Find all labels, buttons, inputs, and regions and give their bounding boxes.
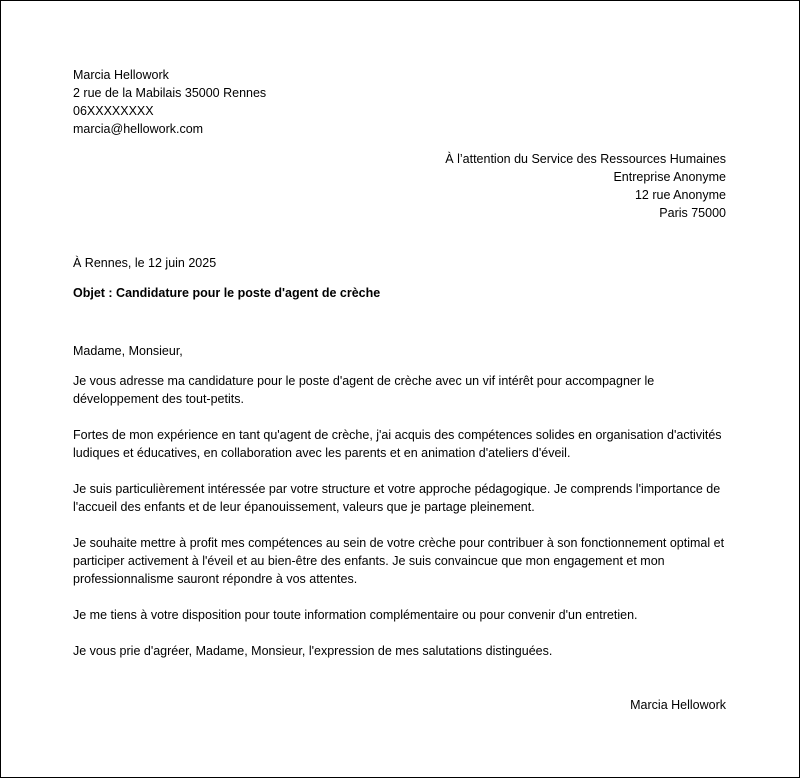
salutation: Madame, Monsieur, bbox=[73, 344, 183, 358]
recipient-attention: À l’attention du Service des Ressources Humaines bbox=[445, 152, 726, 166]
signature: Marcia Hellowork bbox=[630, 698, 726, 712]
body-paragraph: Je souhaite mettre à profit mes compétences au sein de votre crèche pour contribuer à son fonctionnement optimal et participer activement à l'éveil et au bien-être des enfants. Je suis convaincue que mon engagement et mon professionnalisme sauront répondre à vos attentes. bbox=[73, 536, 725, 586]
closing-formula: Je vous prie d'agréer, Madame, Monsieur, l'expression de mes salutations distinguées. bbox=[73, 644, 553, 658]
body-paragraph: Je suis particulièrement intéressée par votre structure et votre approche pédagogique. Je comprends l'importance de l'accueil des enfants et de leur épanouissement, valeurs que je partage pleinement. bbox=[73, 482, 721, 514]
body-paragraph: Je me tiens à votre disposition pour toute information complémentaire ou pour convenir d'un entretien. bbox=[73, 608, 638, 622]
sender-address: 2 rue de la Mabilais 35000 Rennes bbox=[73, 86, 267, 100]
recipient-street: 12 rue Anonyme bbox=[634, 188, 726, 202]
date-line: À Rennes, le 12 juin 2025 bbox=[73, 256, 217, 270]
body-paragraph: Fortes de mon expérience en tant qu'agent de crèche, j'ai acquis des compétences solides en organisation d'activités ludiques et éducatives, en collaboration avec les parents et en animation d'ateliers d'éveil. bbox=[73, 428, 722, 460]
subject-line: Objet : Candidature pour le poste d'agent de crèche bbox=[73, 286, 381, 300]
sender-email: marcia@hellowork.com bbox=[73, 122, 204, 136]
recipient-city: Paris 75000 bbox=[659, 206, 726, 220]
body-paragraph: Je vous adresse ma candidature pour le poste d'agent de crèche avec un vif intérêt pour accompagner le développement des tout-petits. bbox=[73, 374, 655, 406]
sender-phone: 06XXXXXXXX bbox=[73, 104, 154, 118]
recipient-company: Entreprise Anonyme bbox=[613, 170, 726, 184]
sender-name: Marcia Hellowork bbox=[73, 68, 169, 82]
